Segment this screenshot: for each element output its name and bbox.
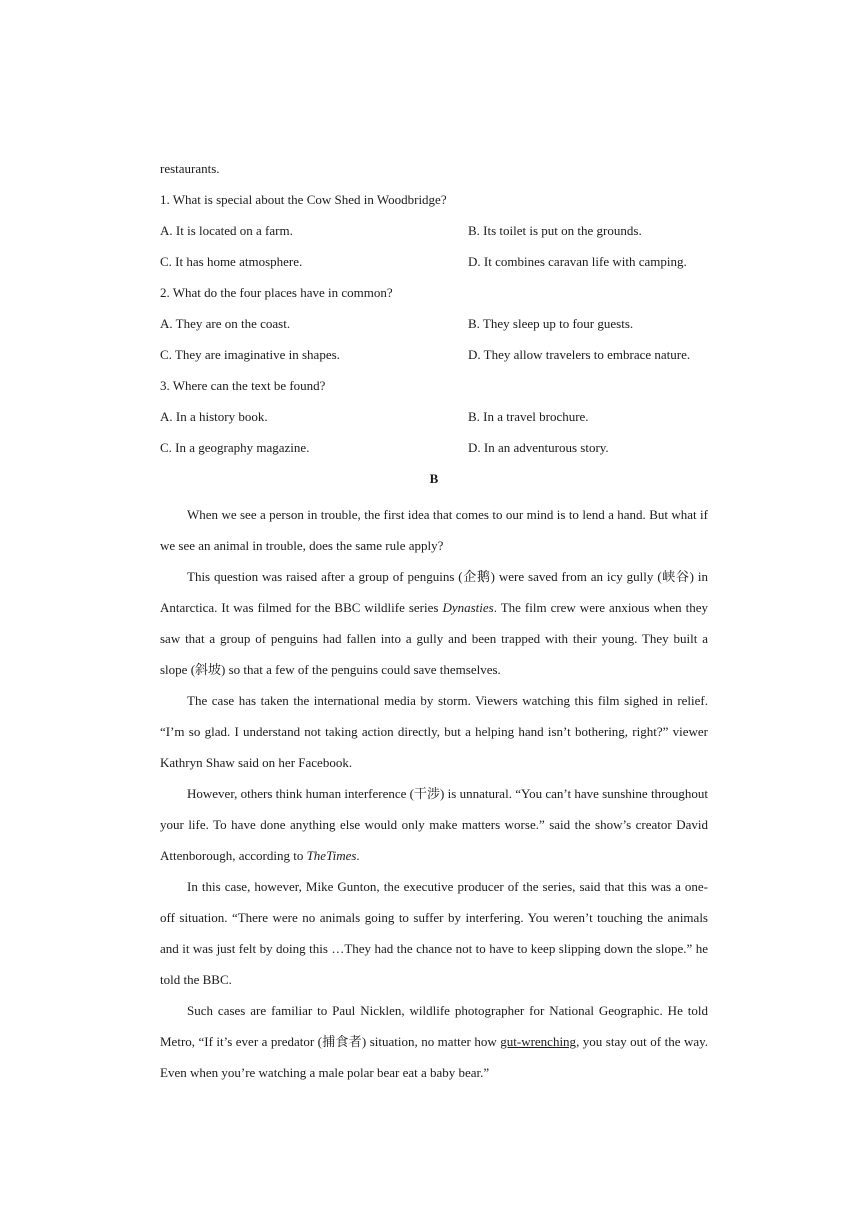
question-3-options-row-1 <box>160 406 708 437</box>
paragraph-2-text-a: This question was raised after a group of penguins (企鹅) were saved from an icy gully (峡谷) in Antarctica. It was filmed for the BBC wildlife series <box>160 569 708 615</box>
question-1-options-row-2 <box>160 251 708 282</box>
section-b-heading: B <box>429 471 439 486</box>
question-2-options-row-2 <box>160 344 708 375</box>
question-1-stem: 1. What is special about the Cow Shed in Woodbridge? <box>160 192 447 207</box>
question-3-options-row-2 <box>160 437 708 468</box>
underlined-word-gut-wrenching: gut-wrenching <box>500 1034 577 1049</box>
question-1-option-a[interactable]: A. It is located on a farm. <box>160 223 293 238</box>
question-2-option-d[interactable]: D. They allow travelers to embrace nature. <box>468 347 691 362</box>
paragraph-6-text-a: Such cases are familiar to Paul Nicklen, wildlife photographer for National Geographic. He told Metro, “If it’s ever a predator (捕食者) situation, no matter how <box>160 1003 708 1049</box>
document-page <box>160 158 708 1088</box>
section-b-paragraph-4 <box>160 778 708 871</box>
newspaper-title-the-times: TheTimes <box>306 848 357 863</box>
question-1-option-c[interactable]: C. It has home atmosphere. <box>160 254 303 269</box>
series-title-dynasties: Dynasties <box>442 600 494 615</box>
question-3-option-a[interactable]: A. In a history book. <box>160 409 268 424</box>
previous-text-tail: restaurants. <box>160 161 220 176</box>
question-2-options-row-1 <box>160 313 708 344</box>
question-2-stem: 2. What do the four places have in common? <box>160 285 393 300</box>
question-2-option-a[interactable]: A. They are on the coast. <box>160 316 291 331</box>
paragraph-2-text-b: . The film crew were anxious when they saw that a group of penguins had fallen into a gully and been trapped with their young. They built a slope (斜坡) so that a few of the penguins could save themselves. <box>160 600 709 677</box>
question-2-option-c[interactable]: C. They are imaginative in shapes. <box>160 347 340 362</box>
question-3-option-d[interactable]: D. In an adventurous story. <box>468 440 609 455</box>
question-3-option-b[interactable]: B. In a travel brochure. <box>468 409 589 424</box>
section-b-paragraph-2 <box>160 561 708 685</box>
question-1-options-row-1 <box>160 220 708 251</box>
paragraph-6-text-b: , you stay out of the way. Even when you’re watching a male polar bear eat a baby bear.” <box>160 1034 709 1080</box>
paragraph-4-text-b: . <box>356 848 360 863</box>
section-b-paragraph-1: When we see a person in trouble, the first idea that comes to our mind is to lend a hand. But what if we see an animal in trouble, does the same rule apply? <box>160 507 708 553</box>
section-b-paragraph-6 <box>160 995 708 1088</box>
question-2-option-b[interactable]: B. They sleep up to four guests. <box>468 316 634 331</box>
paragraph-4-text-a: However, others think human interference (干涉) is unnatural. “You can’t have sunshine throughout your life. To have done anything else would only make matters worse.” said the show’s creator David Attenborough, according to <box>160 786 708 863</box>
question-1-option-d[interactable]: D. It combines caravan life with camping. <box>468 254 687 269</box>
question-1-option-b[interactable]: B. Its toilet is put on the grounds. <box>468 223 642 238</box>
section-b-paragraph-5: In this case, however, Mike Gunton, the executive producer of the series, said that this was a one-off situation. “There were no animals going to suffer by interfering. You weren’t touching the animals and it was just felt by doing this …They had the chance not to have to keep slipping down the slope.” he told the BBC. <box>160 879 708 987</box>
question-3-option-c[interactable]: C. In a geography magazine. <box>160 440 310 455</box>
section-b-paragraph-3: The case has taken the international media by storm. Viewers watching this film sighed in relief. “I’m so glad. I understand not taking action directly, but a helping hand isn’t bothering, right?” viewer Kathryn Shaw said on her Facebook. <box>160 693 708 770</box>
question-3-stem: 3. Where can the text be found? <box>160 378 326 393</box>
